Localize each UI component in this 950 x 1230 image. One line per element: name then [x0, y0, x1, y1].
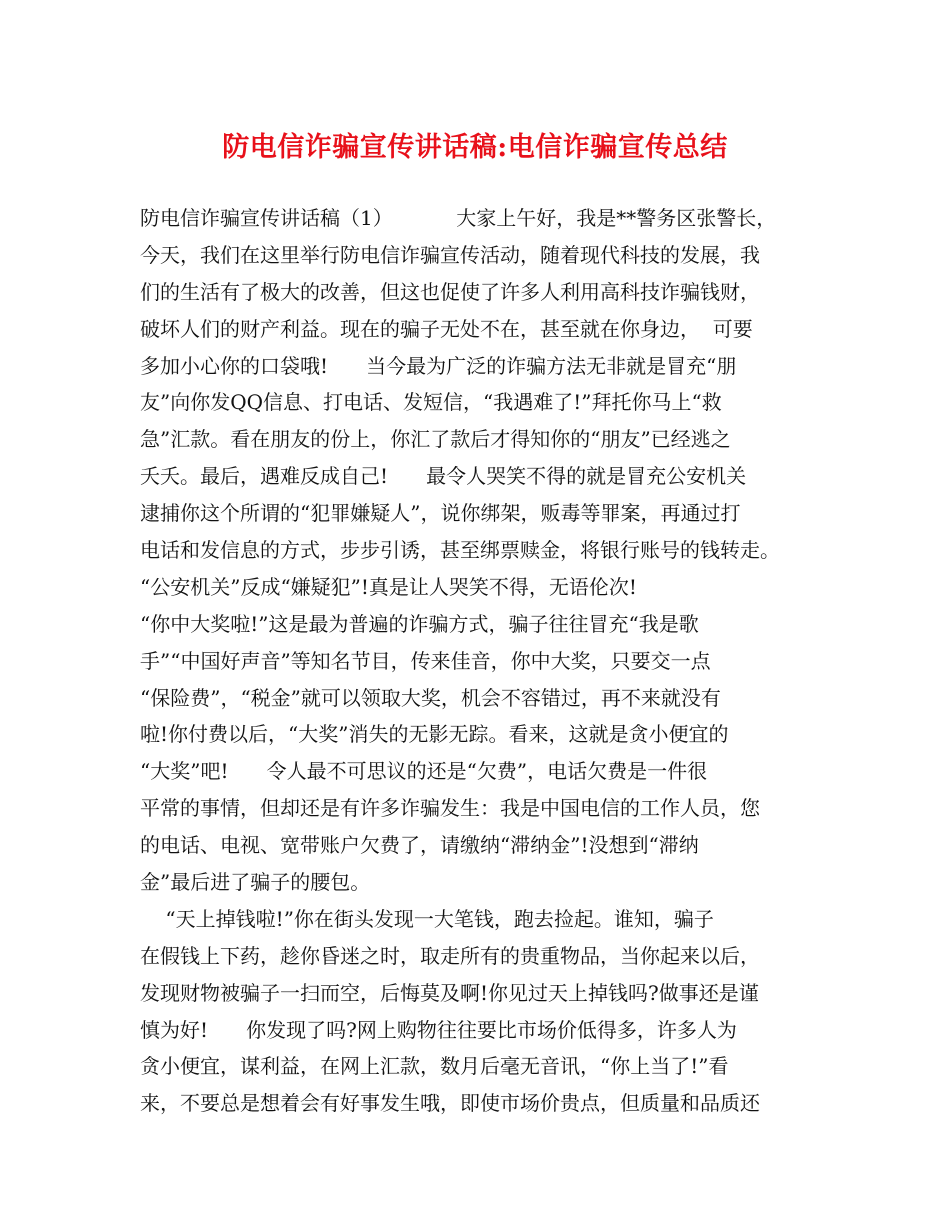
body-line: 的电话、电视、宽带账户欠费了，请缴纳“滞纳金”!没想到“滞纳	[140, 833, 699, 858]
body-line: 电话和发信息的方式，步步引诱，甚至绑票赎金，将银行账号的钱转走。	[140, 538, 780, 563]
body-line: 多加小心你的口袋哦! 当今最为广泛的诈骗方法无非就是冒充“朋	[140, 353, 737, 378]
body-line: 贪小便宜，谋利益，在网上汇款，数月后毫无音讯，“你上当了!”看	[140, 1054, 729, 1079]
document-title: 防电信诈骗宣传讲话稿:电信诈骗宣传总结	[222, 132, 728, 163]
body-line: 慎为好! 你发现了吗?网上购物往往要比市场价低得多，许多人为	[140, 1017, 737, 1042]
body-line: 平常的事情，但却还是有许多诈骗发生：我是中国电信的工作人员，您	[140, 796, 760, 821]
body-line: 友”向你发QQ信息、打电话、发短信，“我遇难了!”拜托你马上“救	[140, 390, 722, 415]
body-line: “公安机关”反成“嫌疑犯”!真是让人哭笑不得，无语伦次!	[140, 574, 637, 599]
body-line: 发现财物被骗子一扫而空，后悔莫及啊!你见过天上掉钱吗?做事还是谨	[140, 980, 759, 1005]
body-line: “保险费”，“税金”就可以领取大奖，机会不容错过，再不来就没有	[140, 685, 721, 710]
body-line: 在假钱上下药，趁你昏迷之时，取走所有的贵重物品，当你起来以后，	[140, 943, 760, 968]
body-line: 们的生活有了极大的改善，但这也促使了许多人利用高科技诈骗钱财，	[140, 279, 760, 304]
document-body	[140, 200, 830, 1122]
body-line: “大奖”吧! 令人最不可思议的还是“欠费”，电话欠费是一件很	[140, 759, 708, 784]
body-line: 今天，我们在这里举行防电信诈骗宣传活动，随着现代科技的发展，我	[140, 242, 760, 267]
body-line: 夭夭。最后，遇难反成自己! 最令人哭笑不得的就是冒充公安机关	[140, 464, 747, 489]
body-line: 来，不要总是想着会有好事发生哦，即使市场价贵点，但质量和品质还	[140, 1091, 760, 1116]
body-line: 手”“中国好声音”等知名节目，传来佳音，你中大奖，只要交一点	[140, 648, 711, 673]
body-line: 防电信诈骗宣传讲话稿（1） 大家上午好，我是**警务区张警长，	[140, 206, 777, 230]
body-line: “你中大奖啦!”这是最为普遍的诈骗方式，骗子往往冒充“我是歌	[140, 611, 699, 636]
body-line: 破坏人们的财产利益。现在的骗子无处不在，甚至就在你身边， 可要	[140, 316, 753, 341]
body-line: “天上掉钱啦!”你在街头发现一大笔钱，跑去捡起。谁知，骗子	[140, 906, 714, 931]
body-line: 金”最后进了骗子的腰包。	[140, 870, 371, 895]
body-line: 啦!你付费以后，“大奖”消失的无影无踪。看来，这就是贪小便宜的	[140, 722, 729, 747]
body-line: 逮捕你这个所谓的“犯罪嫌疑人”，说你绑架，贩毒等罪案，再通过打	[140, 501, 741, 526]
body-line: 急”汇款。看在朋友的份上，你汇了款后才得知你的“朋友”已经逃之	[140, 427, 731, 452]
